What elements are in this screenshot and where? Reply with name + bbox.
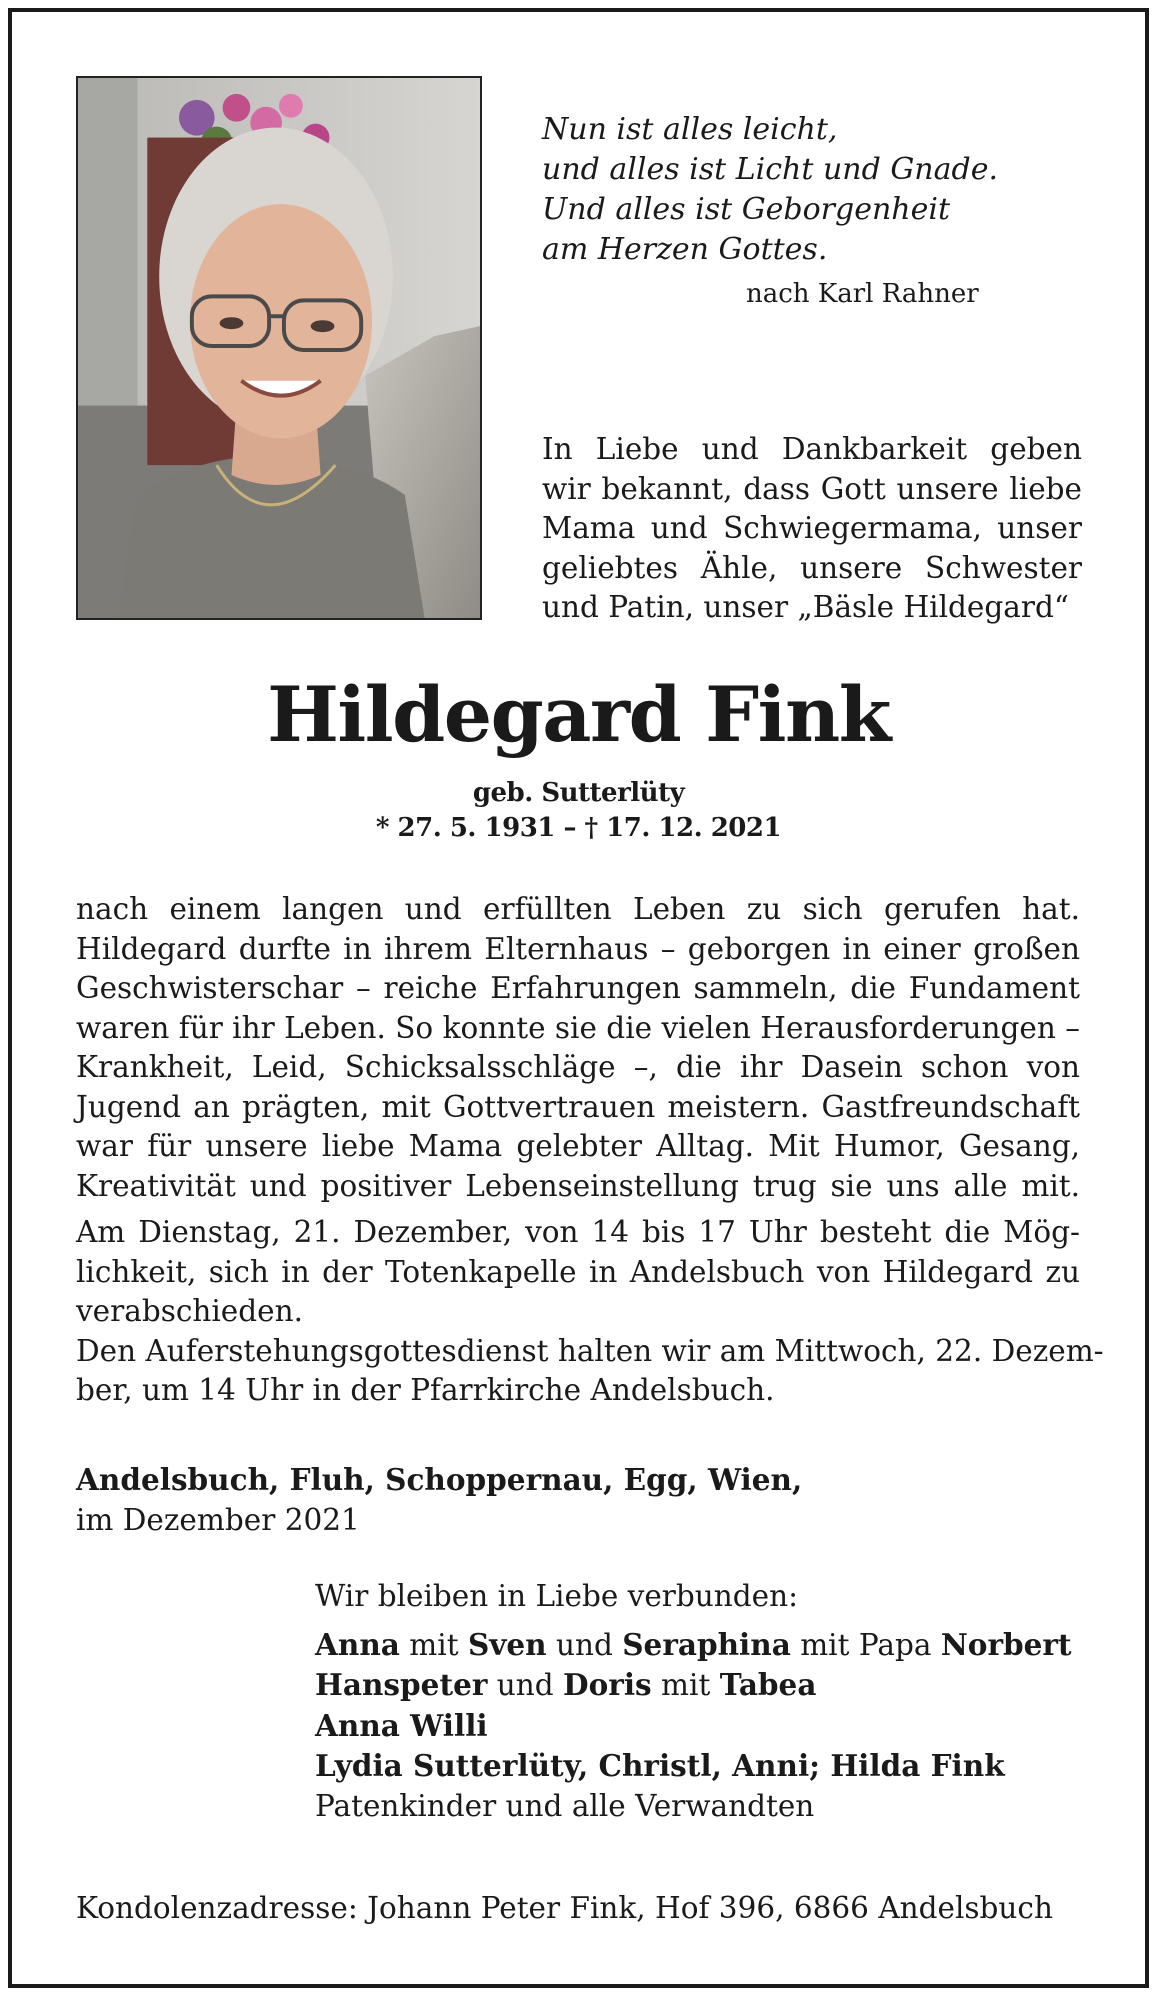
family-name: Anna <box>315 1626 400 1662</box>
family-name: Sven <box>467 1626 547 1662</box>
intro-line: wir bekannt, dass Gott unsere liebe <box>542 471 1082 506</box>
quote-line: Nun ist alles leicht, <box>542 112 838 147</box>
condolence-address: Kondolenzadresse: Johann Peter Fink, Hof 396, 6866 Andelsbuch <box>76 1891 1053 1925</box>
body-line: Hildegard durfte in ihrem Elternhaus – geborgen in einer großen <box>76 931 1080 966</box>
intro-line: Mama und Schwiegermama, unser <box>542 511 1082 545</box>
family-line <box>315 1746 1072 1787</box>
quote-line: Und alles ist Geborgenheit <box>542 192 951 227</box>
body-line: Den Auferstehungsgottesdienst halten wir am Mittwoch, 22. Dezem- <box>76 1333 1104 1368</box>
family-line <box>315 1706 1072 1747</box>
family-connector: und <box>546 1627 623 1662</box>
family-signatures <box>315 1577 1072 1826</box>
portrait-illustration <box>78 78 480 618</box>
family-line <box>315 1665 1072 1706</box>
quote-block <box>542 110 999 270</box>
family-name: Seraphina <box>622 1626 791 1662</box>
birth-name: geb. Sutterlüty <box>472 778 685 808</box>
obituary-body <box>76 890 1104 1411</box>
body-line: Jugend an prägten, mit Gottvertrauen meistern. Gastfreundschaft <box>76 1089 1080 1124</box>
family-connector: mit <box>399 1627 468 1662</box>
quote-line: am Herzen Gottes. <box>542 232 828 267</box>
intro-line: In Liebe und Dankbarkeit geben <box>542 432 1082 466</box>
family-name: Hanspeter <box>315 1667 488 1702</box>
family-name: Doris <box>563 1667 652 1702</box>
family-name: Tabea <box>719 1667 817 1702</box>
paragraph-farewell <box>76 1213 1080 1332</box>
life-dates: * 27. 5. 1931 – † 17. 12. 2021 <box>375 813 782 843</box>
intro-line: geliebtes Ähle, unsere Schwester <box>542 550 1082 585</box>
body-line: nach einem langen und erfüllten Leben zu sich gerufen hat. <box>76 892 1080 926</box>
family-intro: Wir bleiben in Liebe verbunden: <box>315 1579 799 1613</box>
intro-text <box>542 430 1082 628</box>
intro-line: und Patin, unser „Bäsle Hildegard“ <box>542 590 1069 624</box>
deceased-name: Hildegard Fink <box>267 670 890 759</box>
body-line: Geschwisterschar – reiche Erfahrungen sammeln, die Fundament <box>76 971 1080 1005</box>
body-line: verabschieden. <box>76 1294 303 1328</box>
family-connector: mit <box>651 1668 720 1702</box>
family-name: Norbert <box>940 1626 1072 1662</box>
body-line: Krankheit, Leid, Schicksalsschläge –, die ihr Dasein schon von <box>76 1050 1080 1084</box>
body-line: waren für ihr Leben. So konnte sie die vielen Herausforderungen – <box>76 1010 1080 1045</box>
family-name: Anna Willi <box>315 1707 488 1743</box>
paragraph-service <box>76 1332 1104 1411</box>
family-line: Patenkinder und alle Verwandten <box>315 1788 815 1823</box>
place-and-date <box>76 1460 802 1540</box>
notice-date: im Dezember 2021 <box>76 1503 360 1537</box>
body-line: ber, um 14 Uhr in der Pfarrkirche Andelsbuch. <box>76 1373 775 1407</box>
family-name: Lydia Sutterlüty, Christl, Anni; Hilda Fink <box>315 1748 1005 1783</box>
portrait-photo <box>76 76 482 620</box>
quote-attribution: nach Karl Rahner <box>746 279 979 309</box>
family-connector: und <box>487 1668 564 1702</box>
family-line <box>315 1625 1072 1666</box>
body-line: Kreativität und positiver Lebenseinstellung trug sie uns alle mit. <box>76 1168 1080 1203</box>
body-line: lichkeit, sich in der Totenkapelle in Andelsbuch von Hildegard zu <box>76 1254 1080 1289</box>
paragraph-life <box>76 890 1080 1206</box>
body-line: Am Dienstag, 21. Dezember, von 14 bis 17 Uhr besteht die Mög- <box>76 1215 1080 1249</box>
locations: Andelsbuch, Fluh, Schoppernau, Egg, Wien, <box>76 1462 803 1497</box>
quote-line: und alles ist Licht und Gnade. <box>542 152 999 187</box>
family-connector: mit Papa <box>790 1627 941 1662</box>
body-line: war für unsere liebe Mama gelebter Alltag. Mit Humor, Gesang, <box>76 1129 1080 1163</box>
